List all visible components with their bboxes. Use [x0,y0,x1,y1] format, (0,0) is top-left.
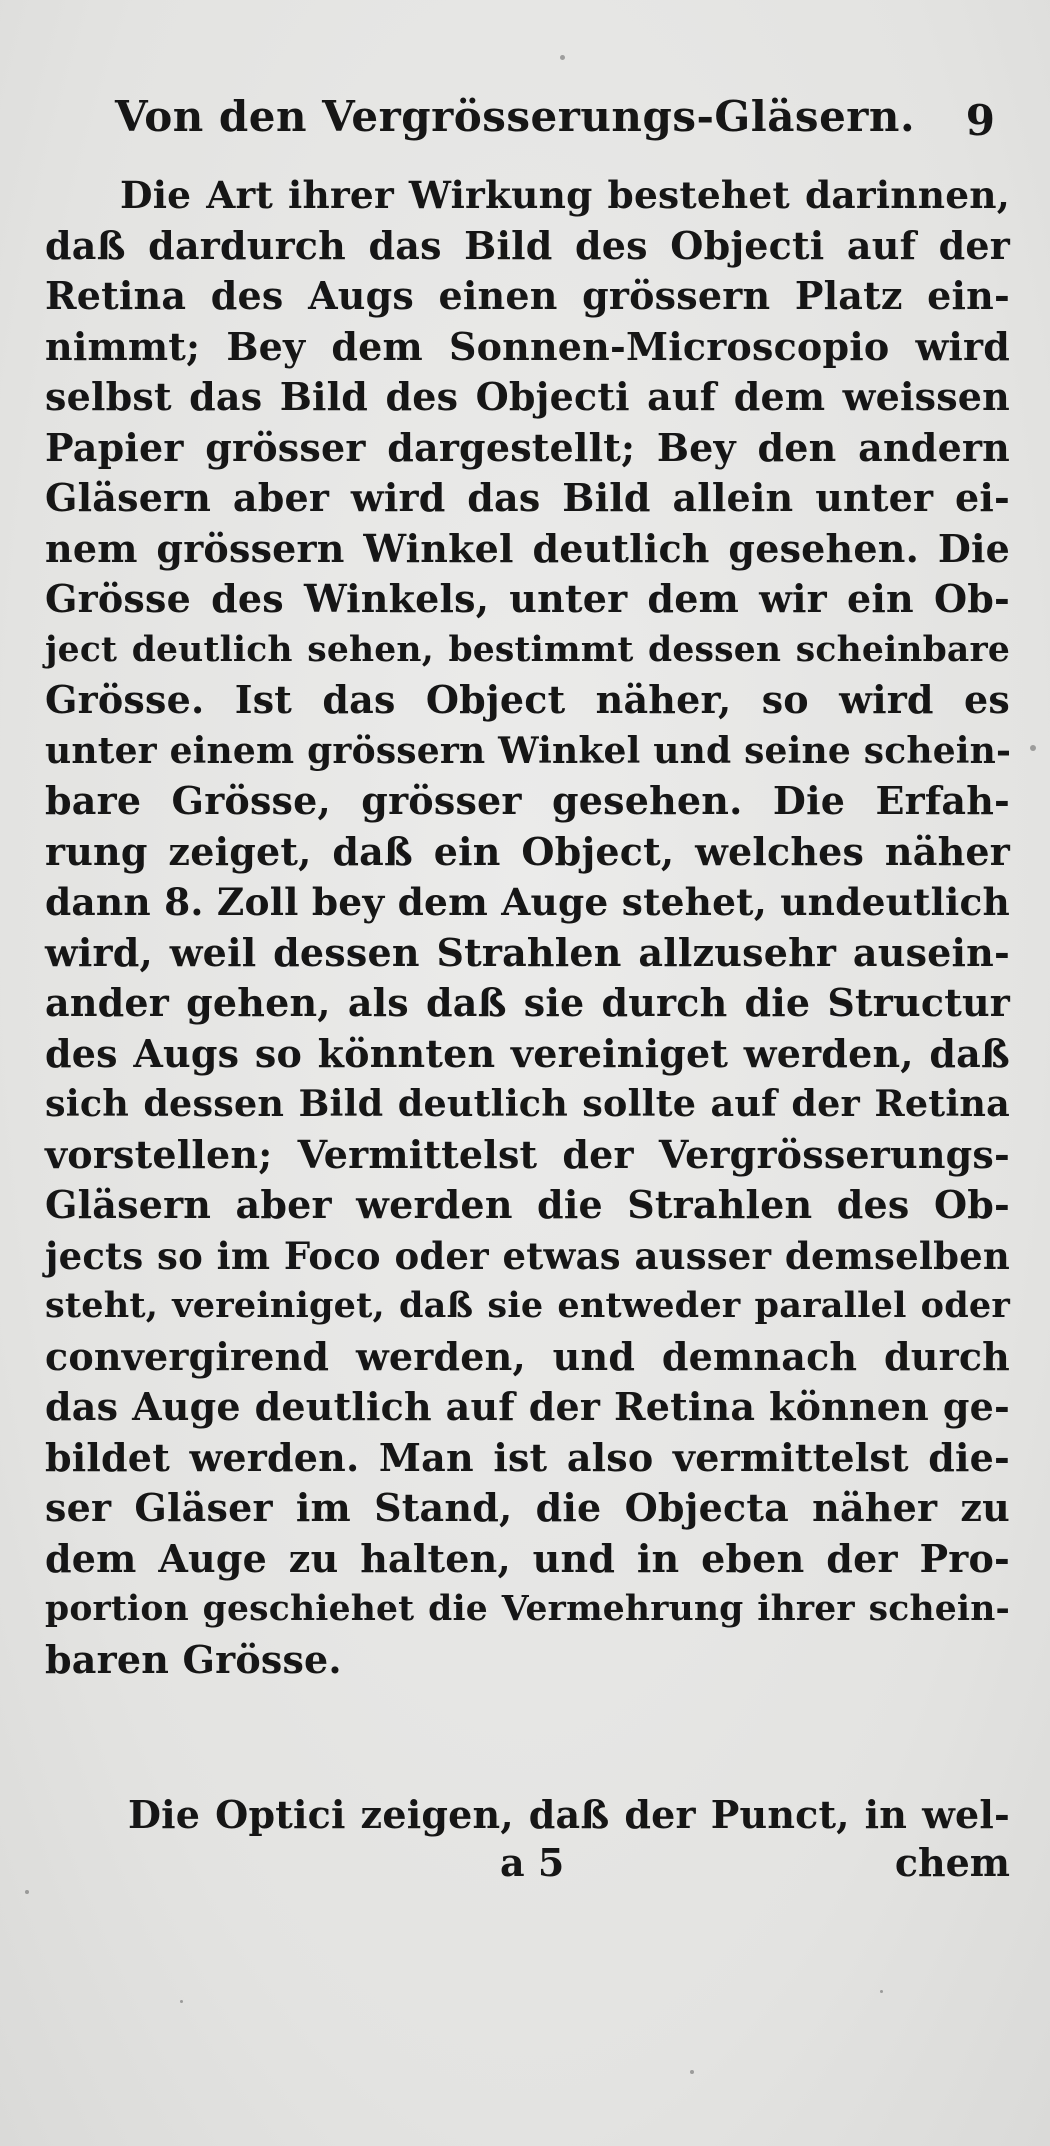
text-line: Papier grösser dargestellt; Bey den andern [45,424,1010,470]
text-line: Grösse. Ist das Object näher, so wird es [45,677,1010,722]
paper-speck [880,1990,883,1993]
text-line: ander gehen, als daß sie durch die Structur [45,980,1010,1025]
text-line: dem Auge zu halten, und in eben der Pro- [45,1535,1010,1581]
text-line: nem grössern Winkel deutlich gesehen. Die [45,525,1010,571]
running-head: Von den Vergrösserungs-Gläsern. [115,92,916,141]
page-footer [45,1840,1010,1900]
paper-speck [25,1890,29,1894]
text-line: bare Grösse, grösser gesehen. Die Erfah- [45,778,1010,823]
signature-mark: a 5 [500,1840,565,1885]
text-line: unter einem grössern Winkel und seine schein- [45,729,1012,772]
text-line: convergirend werden, und demnach durch [45,1333,1010,1379]
text-line: Gläsern aber werden die Strahlen des Ob- [45,1182,1010,1227]
text-line: baren Grösse. [45,1636,342,1682]
text-line: vorstellen; Vermittelst der Vergrösserungs- [45,1131,1010,1177]
paragraph-2 [128,1790,1010,1841]
text-line: nimmt; Bey dem Sonnen-Microscopio wird [45,323,1010,369]
text-line: Die Optici zeigen, daß der Punct, in wel- [128,1792,1010,1837]
paper-speck [560,55,565,60]
paragraph-1 [45,170,1010,1685]
text-line: daß dardurch das Bild des Objecti auf der [45,222,1010,268]
text-line: Grösse des Winkels, unter dem wir ein Ob- [45,576,1010,621]
text-line: Die Art ihrer Wirkung bestehet darinnen, [120,173,1010,217]
text-line: ject deutlich sehen, bestimmt dessen scheinbare [45,629,1010,670]
text-line: das Auge deutlich auf der Retina können ge- [45,1384,1010,1429]
page-header [115,92,995,152]
text-line: Retina des Augs einen grössern Platz ein- [45,273,1010,318]
text-line: portion geschiehet die Vermehrung ihrer schein- [45,1589,1010,1629]
paper-speck [180,2000,183,2003]
paper-speck [1030,745,1036,751]
catchword: chem [894,1840,1010,1885]
text-line: Gläsern aber wird das Bild allein unter ei- [45,475,1010,520]
text-line: wird, weil dessen Strahlen allzusehr ausein- [45,929,1010,975]
text-line: steht, vereiniget, daß sie entweder parallel oder [45,1285,1010,1326]
text-line: ser Gläser im Stand, die Objecta näher zu [45,1485,1010,1530]
text-line: bildet werden. Man ist also vermittelst die- [45,1434,1010,1480]
text-line: selbst das Bild des Objecti auf dem weissen [45,374,1010,419]
text-line: des Augs so könnten vereiniget werden, daß [45,1030,1010,1076]
paper-speck [690,2070,694,2074]
text-line: sich dessen Bild deutlich sollte auf der Retina [45,1082,1010,1125]
page-number: 9 [965,96,995,145]
text-line: dann 8. Zoll bey dem Auge stehet, undeutlich [45,880,1010,924]
text-line: rung zeiget, daß ein Object, welches näher [45,828,1010,874]
text-line: jects so im Foco oder etwas ausser demselben [45,1233,1010,1278]
